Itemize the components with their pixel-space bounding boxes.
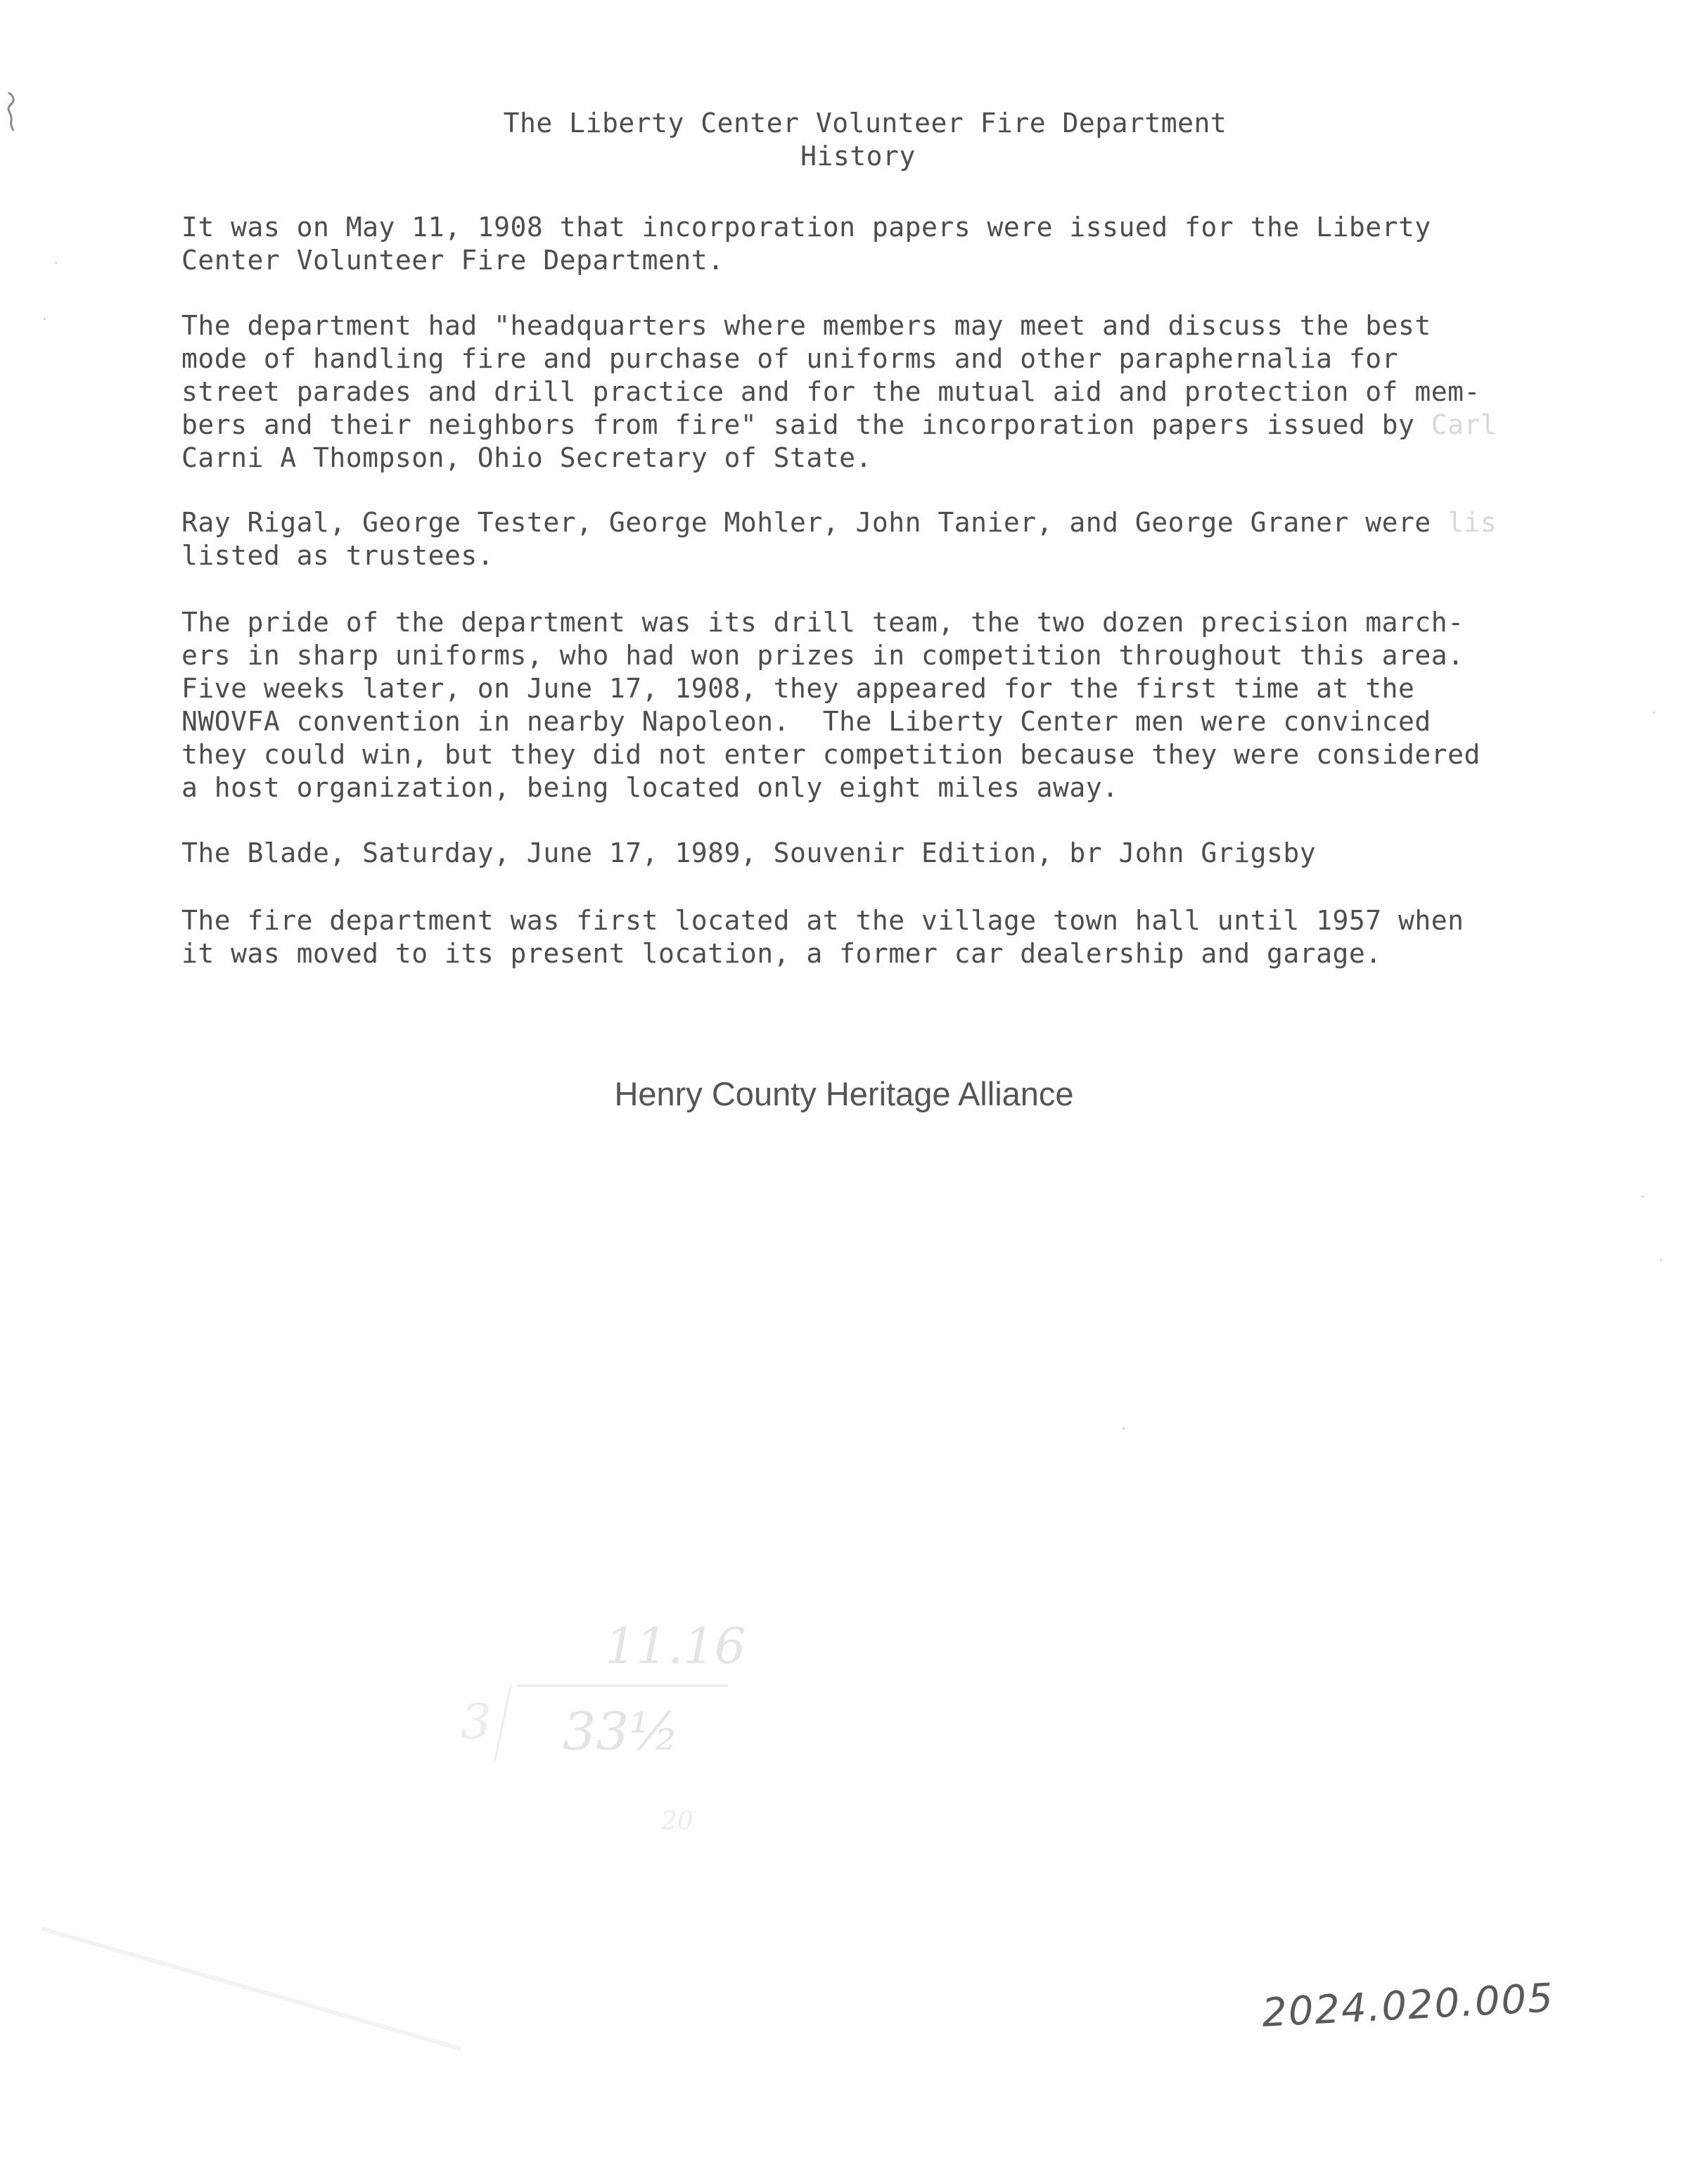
paragraph-drill-team	[181, 606, 1518, 804]
scan-speck	[44, 318, 46, 320]
text-line: a host organization, being located only eight miles away.	[181, 772, 1119, 803]
text-line: Carni A Thompson, Ohio Secretary of State.	[181, 442, 872, 473]
text-line: mode of handling fire and purchase of uniforms and other paraphernalia for	[181, 343, 1398, 374]
text-line: it was moved to its present location, a former car dealership and garage.	[181, 938, 1382, 969]
faint-text: Carl	[1431, 409, 1497, 440]
text-line: street parades and drill practice and for the mutual aid and protection of mem-	[181, 376, 1481, 407]
text-line: they could win, but they did not enter competition because they were considered	[181, 739, 1481, 770]
text-line: listed as trustees.	[181, 540, 494, 571]
paragraph-location	[181, 904, 1518, 970]
scan-streak	[41, 1927, 461, 2051]
scan-speck	[1642, 1195, 1644, 1197]
text-line: NWOVFA convention in nearby Napoleon. The Liberty Center men were convinced	[181, 706, 1431, 737]
title-line-2: History	[800, 141, 916, 172]
text-line: The pride of the department was its drill team, the two dozen precision march-	[181, 607, 1464, 638]
scan-speck	[1660, 1259, 1662, 1261]
text-line-with-faint-end	[181, 409, 1518, 442]
paragraph-headquarters	[181, 309, 1518, 475]
scan-speck	[1123, 1427, 1125, 1430]
handwritten-remainder: 20	[661, 1807, 693, 1836]
handwritten-dividend: 33½	[563, 1702, 679, 1762]
text-segment: bers and their neighbors from fire" said the incorporation papers issued by	[181, 409, 1431, 440]
text-line: ers in sharp uniforms, who had won prizes in competition throughout this area.	[181, 640, 1464, 671]
faint-text: lis	[1447, 507, 1497, 538]
text-line: The fire department was first located at the village town hall until 1957 when	[181, 905, 1464, 936]
handwritten-division-bracket	[494, 1685, 512, 1761]
title-line-1: The Liberty Center Volunteer Fire Department	[503, 108, 1227, 139]
handwritten-quotient: 11.16	[605, 1617, 746, 1675]
text-line: Five weeks later, on June 17, 1908, they appeared for the first time at the	[181, 673, 1415, 704]
accession-number: 2024.020.005	[1260, 1975, 1556, 2036]
scan-speck	[1653, 712, 1655, 714]
text-line-with-faint-end	[181, 506, 1518, 539]
source-citation	[181, 837, 1518, 870]
document-title	[0, 107, 1688, 173]
paragraph-incorporation	[181, 211, 1518, 277]
handwritten-division-bar	[517, 1685, 728, 1687]
paragraph-trustees	[181, 506, 1518, 572]
text-line: The department had "headquarters where members may meet and discuss the best	[181, 310, 1431, 341]
text-line: The Blade, Saturday, June 17, 1989, Souvenir Edition, br John Grigsby	[181, 837, 1317, 868]
text-line: It was on May 11, 1908 that incorporation papers were issued for the Liberty	[181, 212, 1431, 243]
scan-speck	[55, 262, 57, 264]
handwritten-divisor: 3	[461, 1695, 492, 1750]
heritage-watermark: Henry County Heritage Alliance	[614, 1075, 1074, 1112]
text-segment: Ray Rigal, George Tester, George Mohler, John Tanier, and George Graner were	[181, 507, 1448, 538]
text-line: Center Volunteer Fire Department.	[181, 245, 724, 276]
